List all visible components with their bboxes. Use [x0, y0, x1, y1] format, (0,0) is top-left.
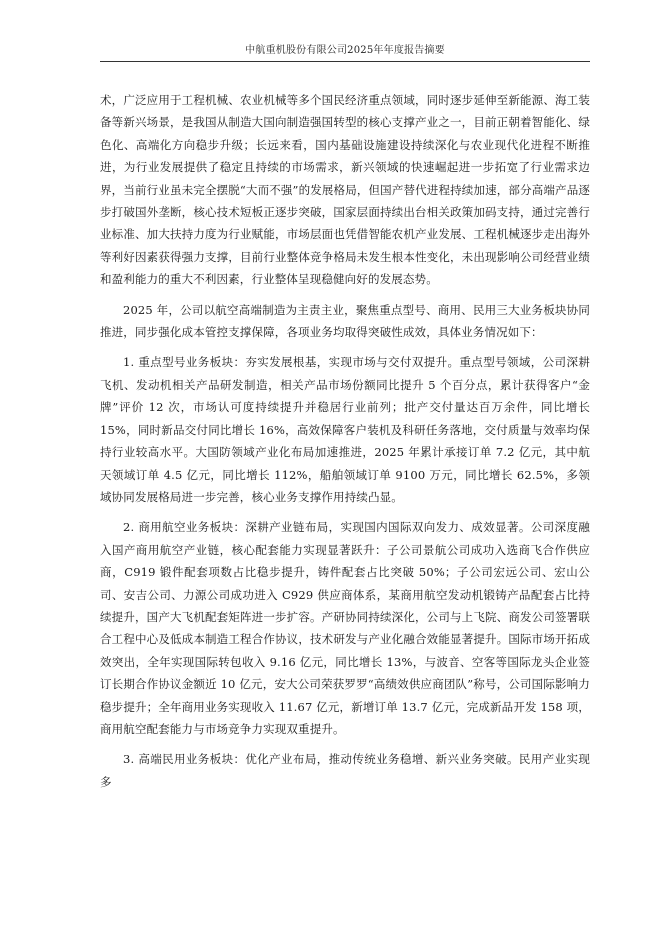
paragraph-key-models-segment: 1. 重点型号业务板块：夯实发展根基，实现市场与交付双提升。重点型号领域，公司深耕飞机、发动机相关产品研发制造，相关产品市场份额同比提升 5 个百分点，累计获得客户“金牌”评价 12 次，市场认可度持续提升并稳居行业前列；批产交付量达百万余件，同比增长 15%，同时新品交付同比增长 16%，高效保障客户装机及科研任务落地，交付质量与效率均保持行业较高水平。大国防领域产业化布局加速推进，2025 年累计承接订单 7.2 亿元，其中航天领域订单 4.5 亿元，同比增长 112%，船舶领域订单 9100 万元，同比增长 62.5%，多领域协同发展格局进一步完善，核心业务支撑作用持续凸显。 [100, 355, 590, 504]
paragraph-commercial-aviation-segment: 2. 商用航空业务板块：深耕产业链布局，实现国内国际双向发力、成效显著。公司深度融入国产商用航空产业链，核心配套能力实现显著跃升：子公司景航公司成功入选商飞合作供应商，C919 锻件配套项数占比稳步提升，铸件配套占比突破 50%；子公司宏远公司、宏山公司、安吉公司、力源公司成功进入 C929 供应商体系，某商用航空发动机锻铸产品配套占比持续提升，国产大飞机配套矩阵进一步扩容。产研协同持续深化，公司与上飞院、商发公司签署联合工程中心及低成本制造工程合作协议，技术研发与产业化融合效能显著提升。国际市场开拓成效突出，全年实现国际转包收入 9.16 亿元，同比增长 13%，与波音、空客等国际龙头企业签订长期合作协议金额近 10 亿元，安大公司荣获罗罗“高绩效供应商团队”称号，公司国际影响力稳步提升；全年商用业务实现收入 11.67 亿元，新增订单 13.7 亿元，完成新品开发 158 项，商用航空配套能力与市场竞争力实现双重提升。 [100, 520, 590, 736]
header-divider [100, 61, 590, 62]
paragraph-industry-outlook: 术，广泛应用于工程机械、农业机械等多个国民经济重点领域，同时逐步延伸至新能源、海工装备等新兴场景，是我国从制造大国向制造强国转型的核心支撑产业之一，目前正朝着智能化、绿色化、高端化方向稳步升级；长远来看，国内基础设施建设持续深化与农业现代化进程不断推进，为行业发展提供了稳定且持续的市场需求，新兴领域的快速崛起进一步拓宽了行业需求边界，当前行业虽未完全摆脱“大而不强”的发展格局，但国产替代进程持续加速，部分高端产品逐步打破国外垄断，核心技术短板正逐步突破，国家层面持续出台相关政策加码支持，通过完善行业标准、加大扶持力度为行业赋能，市场层面也凭借智能农机产业发展、工程机械逐步走出海外等利好因素获得强力支撑，目前行业整体竞争格局未发生根本性变化，未出现影响公司经营业绩和盈利能力的重大不利因素，行业整体呈现稳健向好的发展态势。 [100, 93, 590, 287]
page-header: 中航重机股份有限公司2025年年度报告摘要 [245, 45, 445, 56]
document-body [100, 89, 590, 801]
paragraph-civil-segment: 3. 高端民用业务板块：优化产业布局，推动传统业务稳增、新兴业务突破。民用产业实现多 [100, 752, 590, 789]
paragraph-2025-overview: 2025 年，公司以航空高端制造为主责主业，聚焦重点型号、商用、民用三大业务板块协同推进，同步强化成本管控支撑保障，各项业务均取得突破性成效，具体业务情况如下： [100, 302, 590, 340]
